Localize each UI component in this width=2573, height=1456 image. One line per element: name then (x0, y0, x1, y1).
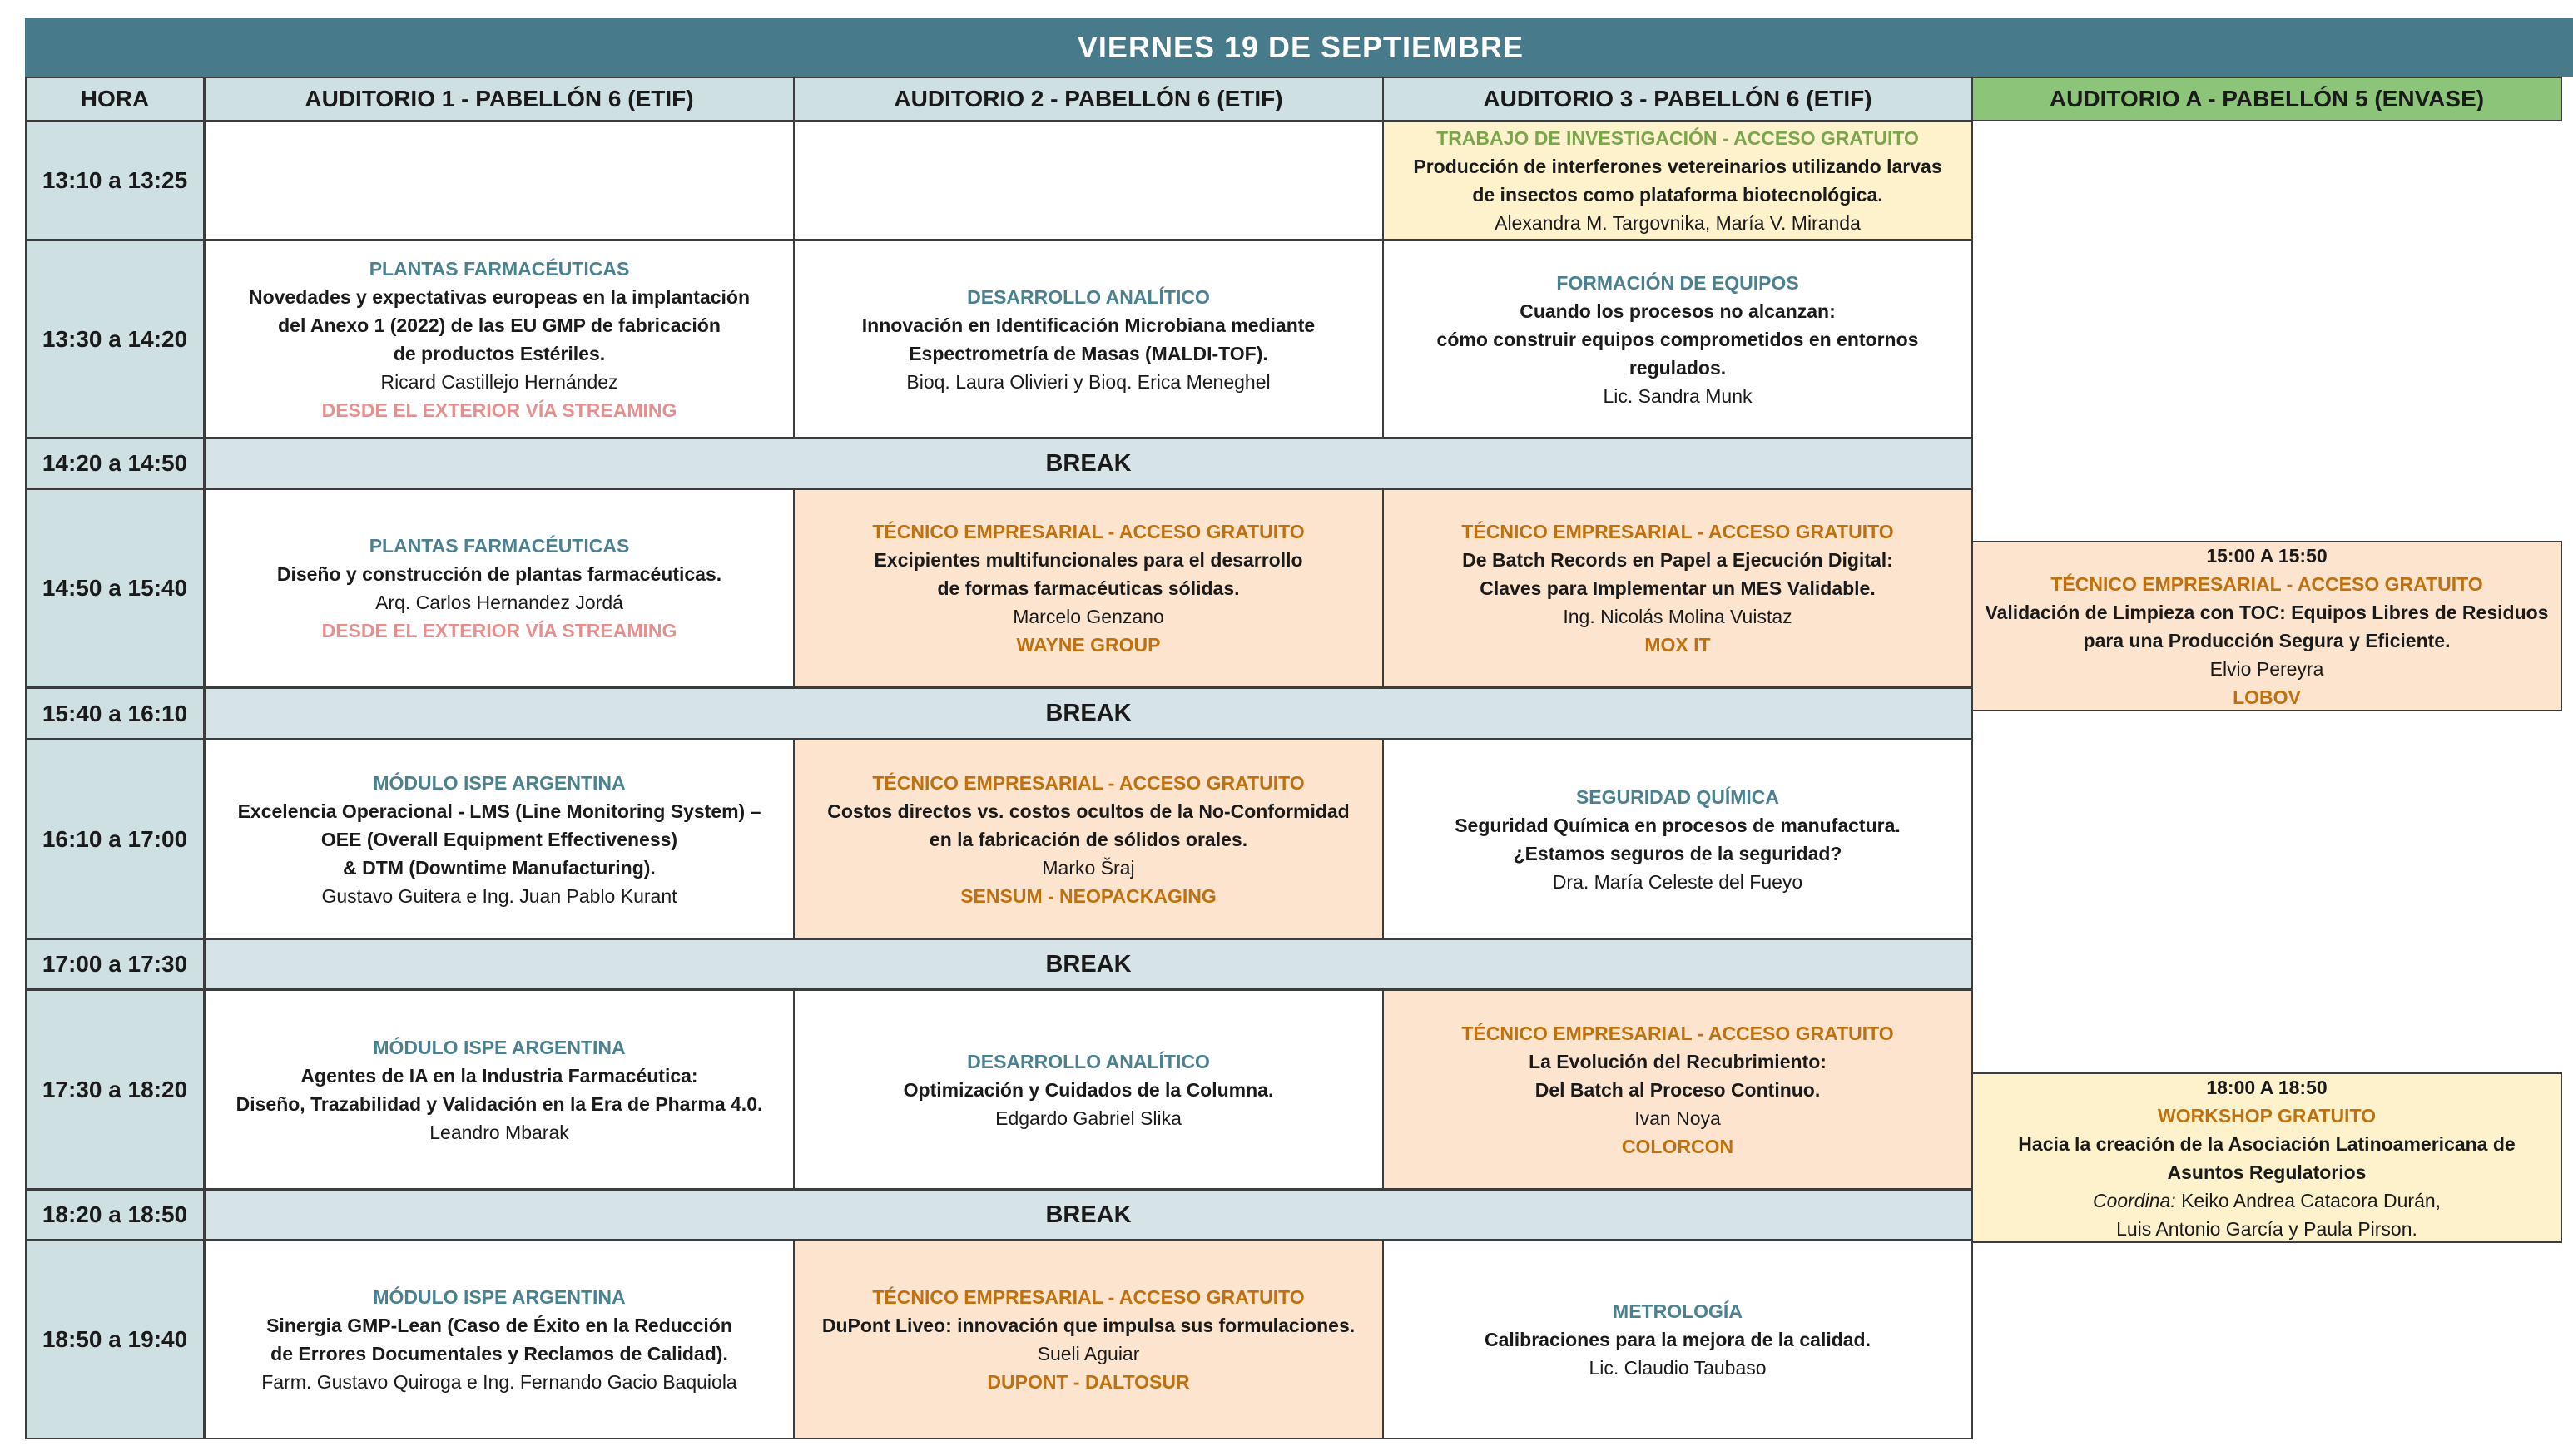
time-slot: 14:20 a 14:50 (25, 438, 205, 489)
time-slot: 13:10 a 13:25 (25, 121, 205, 240)
session-cell[interactable] (1382, 989, 1973, 1190)
session-cell[interactable] (793, 989, 1384, 1190)
session-title: Asuntos Regulatorios (2167, 1161, 2367, 1183)
session-title: de formas farmacéuticas sólidas. (937, 577, 1240, 599)
header-auditorio-a: AUDITORIO A - PABELLÓN 5 (ENVASE) (1971, 77, 2562, 121)
session-speaker: Ing. Nicolás Molina Vuistaz (1563, 606, 1792, 627)
session-speaker: Marcelo Genzano (1013, 606, 1164, 627)
session-category: MÓDULO ISPE ARGENTINA (373, 1036, 626, 1058)
sponsor-name: DUPONT - DALTOSUR (987, 1371, 1190, 1393)
session-cell[interactable] (793, 488, 1384, 688)
session-category: PLANTAS FARMACÉUTICAS (369, 535, 630, 557)
session-title: cómo construir equipos comprometidos en entornos (1436, 328, 1919, 350)
session-speaker: Marko Šraj (1042, 856, 1135, 879)
session-title: & DTM (Downtime Manufacturing). (343, 856, 656, 879)
session-cell[interactable] (793, 739, 1384, 939)
session-cell[interactable] (793, 1240, 1384, 1439)
break-bar: BREAK (204, 938, 1973, 990)
time-slot: 16:10 a 17:00 (25, 739, 205, 939)
session-cell[interactable] (204, 488, 795, 688)
empty-cell (204, 121, 795, 240)
session-cell[interactable] (204, 240, 795, 438)
break-bar: BREAK (204, 1189, 1973, 1241)
session-cell[interactable] (1971, 541, 2562, 711)
session-title: Innovación en Identificación Microbiana mediante (861, 314, 1316, 336)
page-title: VIERNES 19 DE SEPTIEMBRE (25, 18, 2573, 77)
session-category: DESARROLLO ANALÍTICO (967, 285, 1210, 308)
session-category: TÉCNICO EMPRESARIAL - ACCESO GRATUITO (872, 521, 1305, 542)
time-slot: 14:50 a 15:40 (25, 488, 205, 688)
session-speaker: Lic. Claudio Taubaso (1589, 1357, 1767, 1379)
session-title: ¿Estamos seguros de la seguridad? (1513, 842, 1842, 864)
time-slot: 15:40 a 16:10 (25, 687, 205, 740)
session-speaker: Leandro Mbarak (429, 1121, 569, 1143)
session-time: 18:00 A 18:50 (2206, 1076, 2328, 1098)
session-title: Costos directos vs. costos ocultos de la No-Conformidad (827, 800, 1350, 822)
session-category: WORKSHOP GRATUITO (2158, 1104, 2376, 1127)
header-hora: HORA (25, 77, 205, 121)
session-cell[interactable] (1971, 1072, 2562, 1243)
session-title: Hacia la creación de la Asociación Latinoamericana de (2018, 1132, 2516, 1155)
session-category: PLANTAS FARMACÉUTICAS (369, 257, 630, 280)
session-category: TÉCNICO EMPRESARIAL - ACCESO GRATUITO (872, 771, 1305, 794)
session-speaker: Gustavo Guitera e Ing. Juan Pablo Kurant (321, 884, 677, 907)
session-title: Seguridad Química en procesos de manufactura. (1455, 814, 1901, 836)
session-title: Agentes de IA en la Industria Farmacéutica: (300, 1064, 698, 1087)
session-cell[interactable] (1382, 121, 1973, 240)
time-slot: 17:00 a 17:30 (25, 938, 205, 990)
session-cell[interactable] (1382, 1240, 1973, 1439)
session-speaker: Alexandra M. Targovnika, María V. Miranda (1495, 212, 1861, 234)
session-speaker: Edgardo Gabriel Slika (995, 1107, 1182, 1129)
session-speaker: Sueli Aguiar (1037, 1343, 1140, 1364)
session-title: de insectos como plataforma biotecnológica. (1472, 184, 1883, 206)
session-title: de productos Estériles. (393, 342, 606, 364)
sponsor-name: WAYNE GROUP (1016, 634, 1161, 656)
session-title: OEE (Overall Equipment Effectiveness) (320, 828, 678, 850)
session-title: Sinergia GMP-Lean (Caso de Éxito en la Reducción (266, 1315, 732, 1336)
session-title: Diseño y construcción de plantas farmacéuticas. (276, 563, 722, 585)
session-title: del Anexo 1 (2022) de las EU GMP de fabricación (278, 314, 721, 336)
session-title: Cuando los procesos no alcanzan: (1520, 300, 1836, 322)
time-slot: 13:30 a 14:20 (25, 240, 205, 438)
session-cell[interactable] (204, 739, 795, 939)
streaming-note: DESDE EL EXTERIOR VÍA STREAMING (321, 620, 677, 641)
session-speaker: Elvio Pereyra (2209, 657, 2324, 680)
session-cell[interactable] (1382, 739, 1973, 939)
session-speaker: Ricard Castillejo Hernández (380, 370, 618, 393)
session-title: Excipientes multifuncionales para el desarrollo (874, 549, 1303, 571)
header-auditorio-3: AUDITORIO 3 - PABELLÓN 6 (ETIF) (1382, 77, 1973, 121)
session-speaker: Dra. María Celeste del Fueyo (1552, 870, 1803, 893)
session-category: FORMACIÓN DE EQUIPOS (1556, 271, 1799, 294)
session-category: TÉCNICO EMPRESARIAL - ACCESO GRATUITO (1461, 521, 1894, 542)
session-time: 15:00 A 15:50 (2206, 544, 2328, 567)
break-bar: BREAK (204, 687, 1973, 740)
streaming-note: DESDE EL EXTERIOR VÍA STREAMING (321, 399, 677, 421)
time-slot: 18:20 a 18:50 (25, 1189, 205, 1241)
session-title: en la fabricación de sólidos orales. (929, 828, 1248, 850)
session-category: TÉCNICO EMPRESARIAL - ACCESO GRATUITO (2050, 572, 2483, 595)
session-speaker: Farm. Gustavo Quiroga e Ing. Fernando Gacio Baquiola (261, 1371, 737, 1393)
session-title: Producción de interferones vetereinarios utilizando larvas (1413, 156, 1942, 177)
session-title: para una Producción Segura y Eficiente. (2083, 629, 2451, 651)
sponsor-name: MOX IT (1644, 634, 1711, 656)
session-coordinator (2093, 1186, 2441, 1215)
session-title: Calibraciones para la mejora de la calidad. (1484, 1329, 1871, 1350)
session-speaker: Lic. Sandra Munk (1603, 384, 1753, 407)
session-title: De Batch Records en Papel a Ejecución Digital: (1462, 549, 1893, 571)
session-title: regulados. (1629, 356, 1727, 379)
session-category: TÉCNICO EMPRESARIAL - ACCESO GRATUITO (1461, 1022, 1894, 1044)
time-slot: 17:30 a 18:20 (25, 989, 205, 1190)
coordinator-label: Coordina: (2092, 1189, 2176, 1211)
session-cell[interactable] (204, 1240, 795, 1439)
session-cell[interactable] (204, 989, 795, 1190)
session-title: Optimización y Cuidados de la Columna. (903, 1078, 1274, 1101)
session-category: MÓDULO ISPE ARGENTINA (373, 1286, 626, 1308)
session-title: Excelencia Operacional - LMS (Line Monitoring System) – (237, 800, 761, 822)
session-cell[interactable] (1382, 488, 1973, 688)
session-category: METROLOGÍA (1613, 1300, 1743, 1322)
session-speaker: Bioq. Laura Olivieri y Bioq. Erica Meneghel (906, 370, 1271, 393)
sponsor-name: SENSUM - NEOPACKAGING (960, 884, 1217, 907)
session-cell[interactable] (793, 240, 1384, 438)
session-title: Novedades y expectativas europeas en la implantación (248, 285, 751, 308)
session-title: Diseño, Trazabilidad y Validación en la Era de Pharma 4.0. (235, 1092, 763, 1115)
session-category: MÓDULO ISPE ARGENTINA (373, 771, 626, 794)
session-speaker: Arq. Carlos Hernandez Jordá (375, 592, 623, 613)
session-title: Claves para Implementar un MES Validable. (1480, 577, 1876, 599)
header-auditorio-1: AUDITORIO 1 - PABELLÓN 6 (ETIF) (204, 77, 795, 121)
break-bar: BREAK (204, 438, 1973, 489)
session-category: DESARROLLO ANALÍTICO (967, 1050, 1210, 1072)
session-title: La Evolución del Recubrimiento: (1529, 1050, 1827, 1072)
session-title: Espectrometría de Masas (MALDI-TOF). (909, 342, 1268, 364)
session-category: TRABAJO DE INVESTIGACIÓN - ACCESO GRATUITO (1436, 127, 1919, 149)
sponsor-name: COLORCON (1621, 1135, 1734, 1157)
session-cell[interactable] (1382, 240, 1973, 438)
session-speaker: Ivan Noya (1634, 1107, 1721, 1129)
session-speaker: Luis Antonio García y Paula Pirson. (2116, 1217, 2417, 1240)
session-title: de Errores Documentales y Reclamos de Calidad). (270, 1343, 728, 1364)
time-slot: 18:50 a 19:40 (25, 1240, 205, 1439)
session-category: TÉCNICO EMPRESARIAL - ACCESO GRATUITO (872, 1286, 1305, 1308)
coordinator-names: Keiko Andrea Catacora Durán, (2181, 1189, 2442, 1211)
session-title: DuPont Liveo: innovación que impulsa sus formulaciones. (821, 1315, 1356, 1336)
session-title: Del Batch al Proceso Continuo. (1534, 1078, 1821, 1101)
empty-cell (793, 121, 1384, 240)
session-category: SEGURIDAD QUÍMICA (1575, 785, 1780, 808)
header-auditorio-2: AUDITORIO 2 - PABELLÓN 6 (ETIF) (793, 77, 1384, 121)
sponsor-name: LOBOV (2233, 686, 2301, 708)
session-title: Validación de Limpieza con TOC: Equipos Libres de Residuos (1985, 601, 2549, 623)
